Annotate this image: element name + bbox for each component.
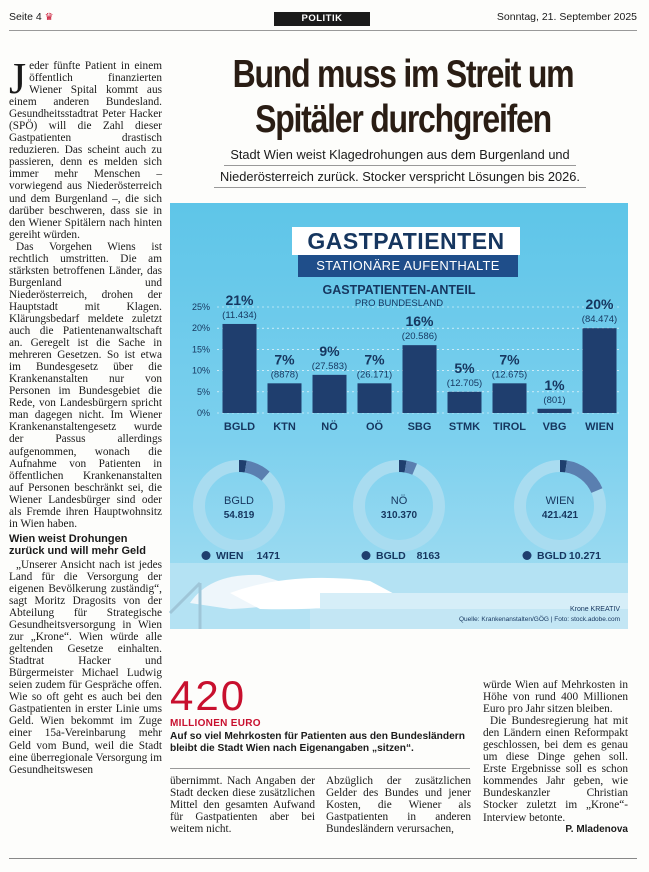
y-tick-label: 5%: [196, 386, 210, 397]
bar: [583, 328, 617, 413]
bar-value-label: 21%: [225, 291, 254, 308]
y-tick-label: 20%: [191, 323, 210, 334]
deck-line-2: Niederösterreich zurück. Stocker verspricht Lösungen bis 2026.: [214, 166, 586, 188]
bar-count-label: (8878): [270, 369, 299, 381]
legend-marker: [523, 551, 532, 560]
bar: [538, 409, 572, 413]
bar: [403, 345, 437, 413]
bar-count-label: (11.434): [222, 309, 257, 321]
right-paragraph-1: würde Wien auf Mehrkosten in Höhe von rund 400 Millionen Euro pro Jahr sitzen bleiben.: [483, 679, 628, 716]
deck-line-1: Stadt Wien weist Klagedrohungen aus dem Burgenland und: [224, 144, 575, 166]
legend-marker: [362, 551, 371, 560]
bar: [223, 324, 257, 413]
y-tick-label: 15%: [191, 344, 210, 355]
graphic-source: Quelle: Krankenanstalten/GÖG | Foto: stock.adobe.com: [458, 616, 620, 623]
infographic-subtitle: STATIONÄRE AUFENTHALTE: [298, 255, 518, 277]
legend-marker: [202, 551, 211, 560]
bar-value-label: 20%: [585, 296, 614, 313]
infobox-divider: [170, 768, 470, 769]
graphic-brand-credit: Krone KREATIV: [569, 606, 620, 613]
x-tick-label: OÖ: [365, 421, 384, 433]
issue-date: Sonntag, 21. September 2025: [496, 11, 637, 23]
crown-icon: ♛: [44, 12, 54, 23]
chart-subtitle: PRO BUNDESLAND: [354, 298, 444, 309]
legend-value: 10.271: [568, 550, 601, 562]
bar-value-label: 7%: [364, 351, 385, 368]
bar-chart: [170, 203, 628, 563]
bar: [358, 383, 392, 413]
infographic: [170, 203, 628, 629]
bar-count-label: (12.675): [491, 369, 528, 381]
bar-count-label: (26.171): [356, 369, 393, 381]
author-byline: P. Mladenova: [565, 823, 628, 835]
bar: [448, 392, 482, 413]
y-tick-label: 10%: [191, 365, 210, 376]
article-left-column: [9, 54, 162, 776]
x-tick-label: STMK: [448, 421, 481, 433]
donut-center-value: 310.370: [380, 510, 418, 521]
bar-count-label: (84.474): [581, 314, 618, 326]
article-subhead: Wien weist Drohungen zurück und will mehr Geld: [9, 532, 146, 557]
x-tick-label: NÖ: [321, 421, 338, 433]
donut-center-label: BGLD: [224, 495, 254, 507]
bar-count-label: (12.705): [446, 377, 483, 389]
x-tick-label: TIROL: [493, 421, 526, 433]
infobox-unit: MILLIONEN EURO: [170, 718, 261, 729]
page-number: Seite 4 ♛: [9, 11, 54, 23]
legend-value: 8163: [416, 550, 440, 562]
bar-value-label: 9%: [319, 342, 340, 359]
bar-value-label: 7%: [274, 351, 295, 368]
legend-label: BGLD: [376, 550, 406, 562]
y-tick-label: 25%: [191, 302, 210, 312]
right-paragraph-2: Die Bundesregierung hat mit den Ländern einen Reformpakt geschlossen, bei dem es genau um diese Dinge gehen soll. Erste Ergebnisse soll es schon kommendes Jahr geben, wie Bundeskanzler Christian Stocker zuletzt im „Krone“-Interview betonte.: [483, 715, 628, 824]
x-tick-label: VBG: [542, 421, 567, 433]
donut-center-value: 421.421: [541, 510, 579, 521]
infobox-text: Auf so viel Mehrkosten für Patienten aus den Bundesländern bleibt die Stadt Wien nach Eigenangaben „sitzen“.: [170, 731, 465, 754]
bottom-column-2: Abzüglich der zusätzlichen Gelder des Bundes und jener Kosten, die Wiener als Gastpatienten in anderen Bundesländern verursachen,: [326, 775, 471, 836]
y-tick-label: 0%: [196, 408, 210, 418]
bar: [493, 383, 527, 413]
paragraph-3: „Unserer Ansicht nach ist jedes Land für die Versorgung der eigenen Bevölkerung zuständig“, sagt Moritz Dragosits von der Abteilung für Strategische Gesundheitsversorgung in Wien zur „Krone“. Wien würde alle geltenden Gesetze einhalten. Stadtrat Hacker und Bürgermeister Michael Ludwig seien zudem für Gespräche offen. Wie so oft geht es auch bei den Gastpatienten in erster Linie ums Geld. Wien bekommt im Zuge einer 15a-Vereinbarung mehr Geld vom Bund, weil die Stadt eine überregionale Versorgung im Gesundheitswesen: [9, 558, 162, 776]
bar-count-label: (20.586): [401, 331, 438, 343]
x-tick-label: WIEN: [585, 421, 614, 433]
legend-label: BGLD: [537, 550, 567, 562]
paragraph-2: Das Vorgehen Wiens ist rechtlich umstritten. Die am stärksten betroffenen Länder, das Burgenland und Niederösterreich, drohen der Hauptstadt mit Klagen. Klärungsbedarf meldete zuletzt auch die Patientenanwaltschaft an. Geregelt ist die Sache in mehreren Gesetzen. So ist etwa im Bundesgesetz über die Krankenanstalten nur von Personen im Bundesgebiet die Rede, von Landesbürgern spricht man dagegen nicht. Im Wiener Krankenanstaltengesetz wurde der Passus allerdings aufgenommen, wonach die Aufnahme von Patienten in öffentlichen Krankenanstalten auf Personen beschränkt sei, die Wiener Landesbürger sind oder als Fremde ihren Hauptwohnsitz in Wien haben.: [9, 240, 162, 530]
bar-count-label: (801): [543, 394, 566, 406]
section-label: POLITIK: [274, 12, 370, 26]
bar: [313, 375, 347, 413]
drop-cap: J: [9, 54, 27, 103]
bottom-column-1: übernimmt. Nach Angaben der Stadt decken diese zusätzlichen Mittel den gesamten Aufwand für Gastpatienten aber bei weitem nicht.: [170, 775, 315, 836]
article-right-column: [483, 679, 628, 836]
x-tick-label: SBG: [407, 421, 432, 433]
bar: [268, 383, 302, 413]
page-header: [0, 0, 649, 34]
headline: [219, 52, 588, 142]
bar-count-label: (27.583): [311, 360, 348, 372]
headline-line-2: Spitäler durchgreifen: [255, 98, 551, 141]
chart-title: GASTPATIENTEN-ANTEIL: [322, 283, 476, 297]
bar-value-label: 5%: [454, 359, 475, 376]
bar-value-label: 7%: [499, 351, 520, 368]
legend-label: WIEN: [216, 550, 244, 562]
x-tick-label: BGLD: [223, 421, 256, 433]
legend-value: 1471: [256, 550, 280, 562]
header-divider: [9, 30, 637, 31]
bar-value-label: 1%: [544, 376, 565, 393]
infographic-title: GASTPATIENTEN: [292, 227, 520, 255]
infobox-number: 420: [170, 672, 247, 719]
donut-center-value: 54.819: [223, 510, 255, 521]
donut-center-label: NÖ: [390, 495, 408, 507]
paragraph-1: eder fünfte Patient in einem öffentlich finanzierten Wiener Spital kommt aus einem anderen Bundesland. Gesundheitsstadtrat Peter Hacker (SPÖ) will die Zahl dieser Gastpatienten drastisch reduzieren. Das scheint auch zu passieren, denn es melden sich immer mehr Menschen – vorwiegend aus Niederösterreich und dem Burgenland –, die sich darüber beschweren, dass sie in den Wiener Spitälern nach hinten gereiht würden.: [9, 60, 162, 241]
bar-value-label: 16%: [405, 313, 434, 330]
article-deck: [195, 144, 605, 188]
x-tick-label: KTN: [273, 421, 296, 433]
headline-line-1: Bund muss im Streit um: [232, 53, 574, 96]
footer-divider: [9, 858, 637, 859]
donut-center-label: WIEN: [545, 495, 575, 507]
